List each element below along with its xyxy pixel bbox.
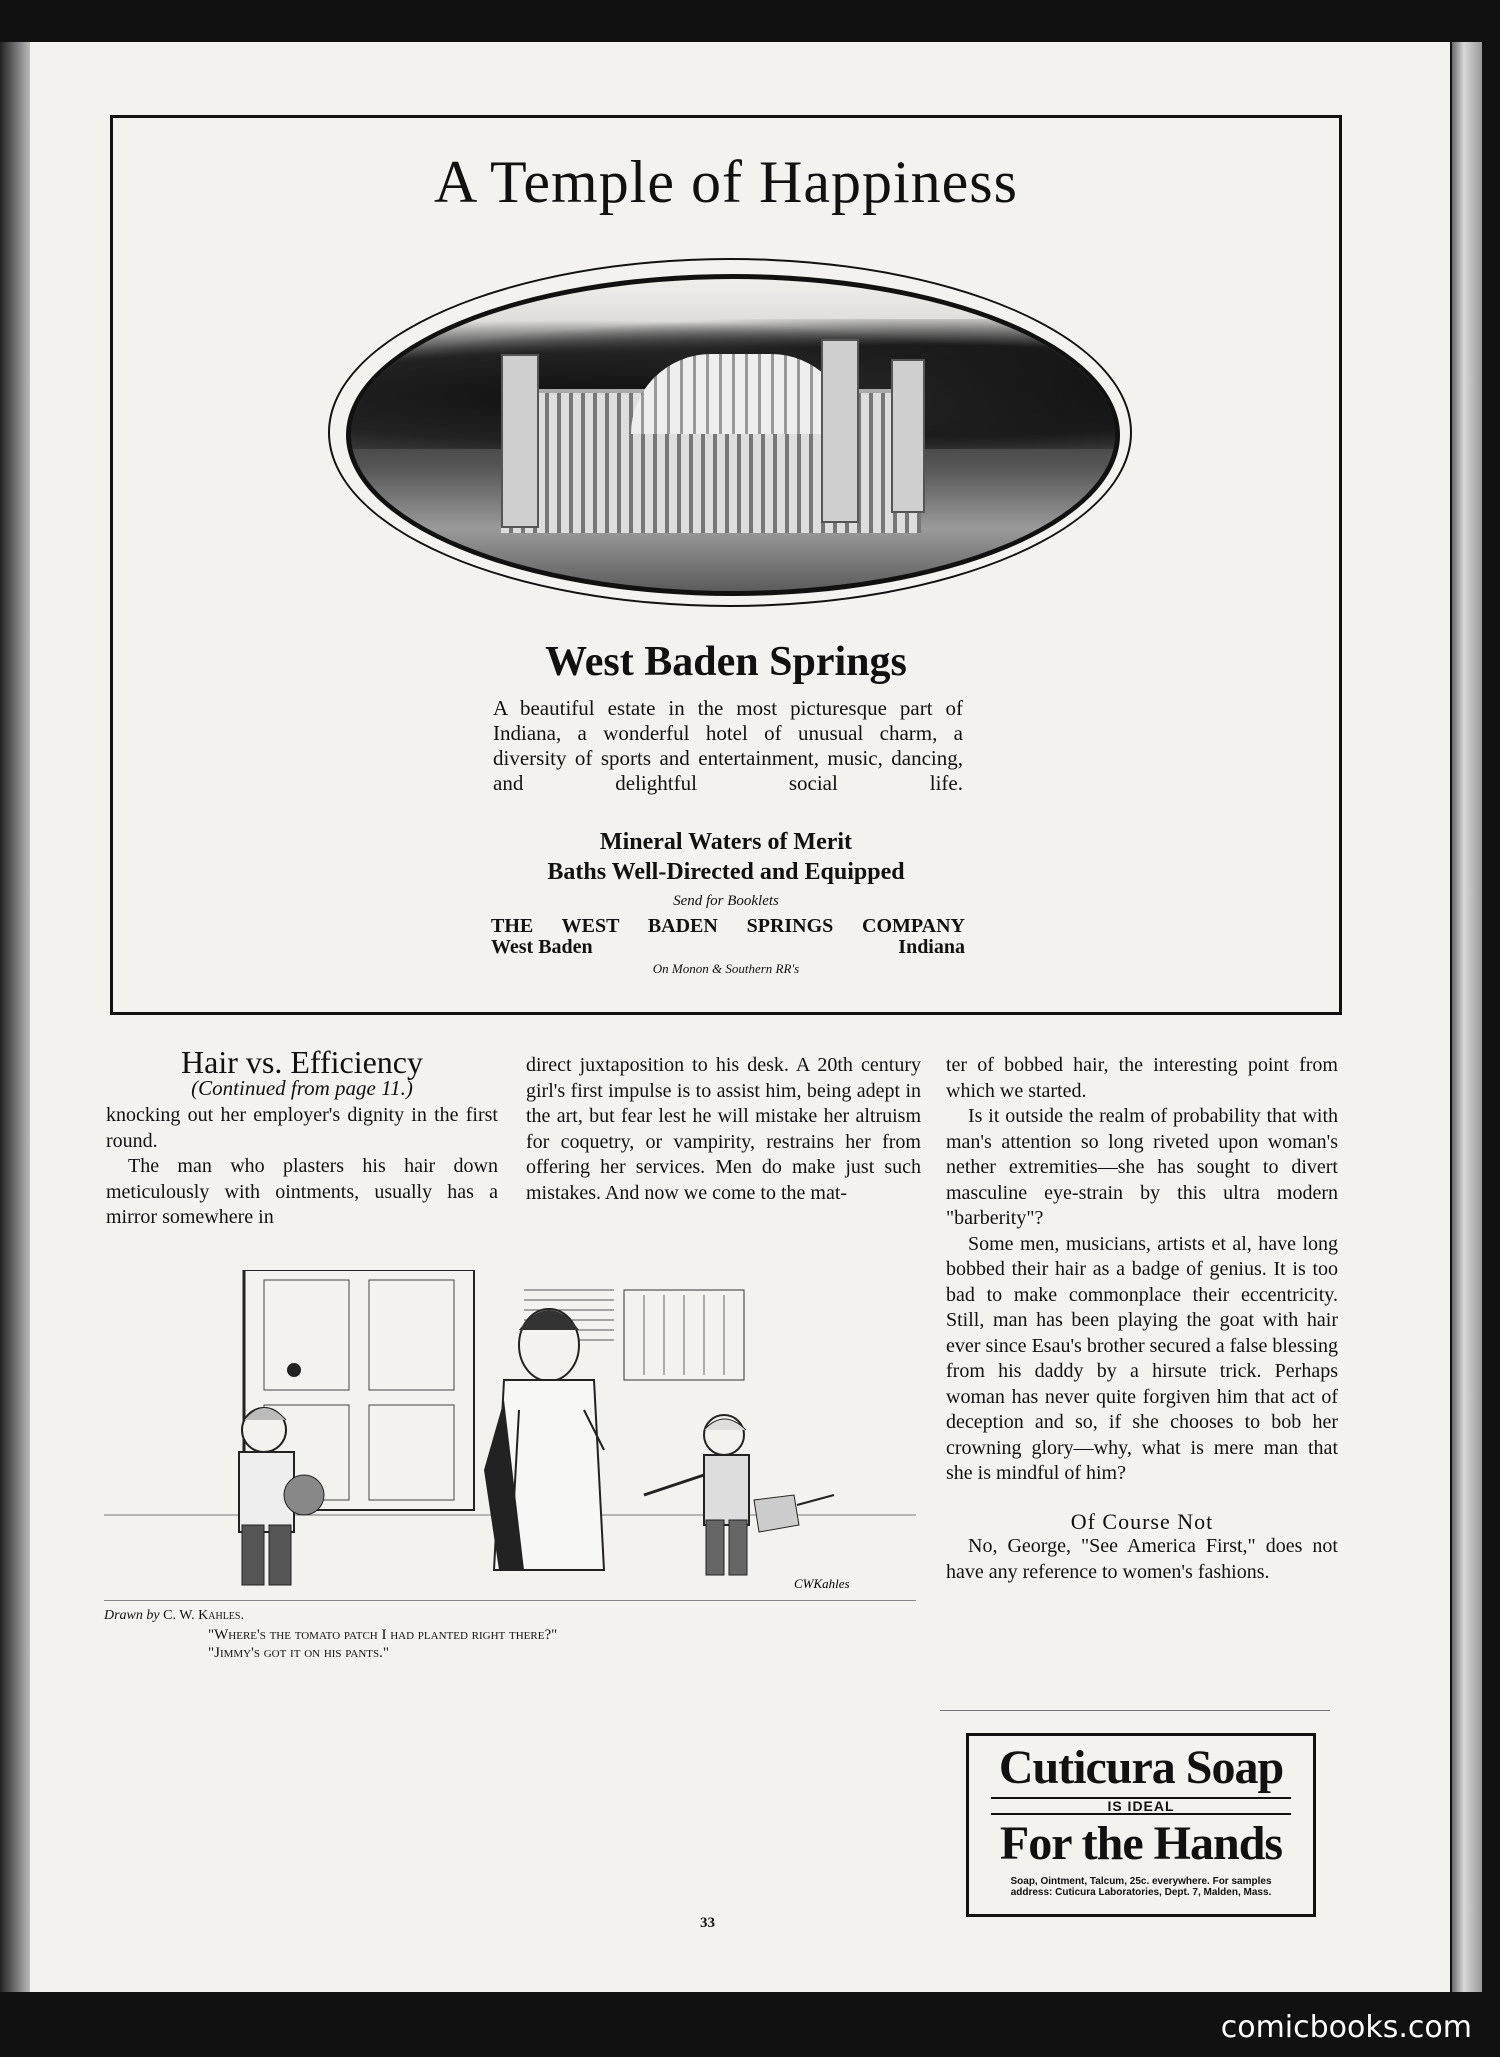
divider bbox=[940, 1710, 1330, 1711]
ad-title: A Temple of Happiness bbox=[434, 149, 1018, 215]
cartoon-drawing bbox=[104, 1270, 916, 1600]
resort-name: West Baden Springs bbox=[545, 639, 907, 685]
soap-tagline: IS IDEAL bbox=[991, 1797, 1291, 1815]
soap-brand: Cuticura Soap bbox=[998, 1741, 1284, 1794]
article-paragraph: direct juxtaposition to his desk. A 20th century girl's first impulse is to assist him, being adept in the art, but fear lest he will mistake her altruism for coquetry, or vampirity, restrains her from offering her services. Men do make just such mistakes. And now we come to the mat- bbox=[526, 1054, 921, 1204]
west-baden-ad bbox=[110, 115, 1342, 1015]
article-paragraph: Is it outside the realm of probability that with man's attention so long riveted upon woman's nether extremities—she has sought to divert masculine eye-strain by this ultra modern "barberity"? bbox=[946, 1105, 1338, 1229]
ad-railroads: On Monon & Southern RR's bbox=[652, 961, 800, 976]
joke-text: No, George, "See America First," does not have any reference to women's fashions. bbox=[946, 1535, 1338, 1583]
site-watermark: comicbooks.com bbox=[1220, 2010, 1472, 2045]
article-paragraph: Some men, musicians, artists et al, have long bobbed their hair as a badge of genius. It is too bad to make commonplace their eccentricity. Still, man has been playing the goat with hair ever since Esau's brother secured a false blessing from his daddy by a hirsute trick. Perhaps woman has never quite forgiven him that act of deception and so, if she chooses to bob her crowning glory—why, what is mere man that she is mindful of him? bbox=[946, 1232, 1338, 1484]
soap-fine-print: address: Cuticura Laboratories, Dept. 7, Malden, Mass. bbox=[1010, 1887, 1272, 1898]
binding-edge bbox=[1452, 42, 1482, 1992]
ad-state: Indiana bbox=[898, 936, 965, 958]
cuticura-soap-ad bbox=[966, 1733, 1316, 1917]
article-paragraph: The man who plasters his hair down meticulously with ointments, usually has a mirror somewhere in bbox=[106, 1155, 498, 1228]
credit-prefix: Drawn by bbox=[104, 1608, 160, 1623]
credit-name: C. W. Kahles. bbox=[163, 1608, 244, 1623]
ad-booklets: Send for Booklets bbox=[673, 893, 779, 909]
page-left-edge bbox=[0, 42, 30, 1992]
cartoon-caption-line-2: "Jimmy's got it on his pants." bbox=[208, 1645, 390, 1661]
ad-description: A beautiful estate in the most picturesque part of Indiana, a wonderful hotel of unusual charm, a diversity of sports and entertainment, music, dancing, and delightful social life. bbox=[493, 696, 963, 795]
article-column-2 bbox=[526, 1053, 921, 1206]
article-title: Hair vs. Efficiency bbox=[181, 1044, 423, 1080]
cartoon-caption-line-1: "Where's the tomato patch I had planted right there?" bbox=[208, 1627, 558, 1643]
page-number: 33 bbox=[700, 1915, 715, 1931]
hotel-tower bbox=[501, 354, 539, 528]
hotel-photo bbox=[346, 274, 1120, 596]
joke-title: Of Course Not bbox=[1070, 1508, 1214, 1534]
soap-headline: For the Hands bbox=[999, 1817, 1283, 1870]
ad-town: West Baden bbox=[491, 936, 593, 958]
ad-company: THE WEST BADEN SPRINGS COMPANY bbox=[491, 915, 965, 937]
article-paragraph: ter of bobbed hair, the interesting point from which we started. bbox=[946, 1054, 1338, 1102]
cartoon-signature: CWKahles bbox=[794, 1576, 850, 1591]
ad-feature-waters: Mineral Waters of Merit bbox=[599, 829, 853, 855]
article-continued: (Continued from page 11.) bbox=[191, 1075, 413, 1100]
cartoon-credit bbox=[104, 1608, 244, 1624]
article-column-1 bbox=[106, 1044, 498, 1231]
soap-fine-print: Soap, Ointment, Talcum, 25c. everywhere. For samples bbox=[1010, 1876, 1272, 1887]
hotel-tower bbox=[821, 339, 859, 523]
hotel-tower bbox=[891, 359, 925, 513]
cartoon-illustration bbox=[104, 1270, 916, 1601]
article-column-3 bbox=[946, 1053, 1338, 1585]
ad-feature-baths: Baths Well-Directed and Equipped bbox=[547, 859, 905, 885]
article-paragraph: knocking out her employer's dignity in the first round. bbox=[106, 1104, 498, 1152]
